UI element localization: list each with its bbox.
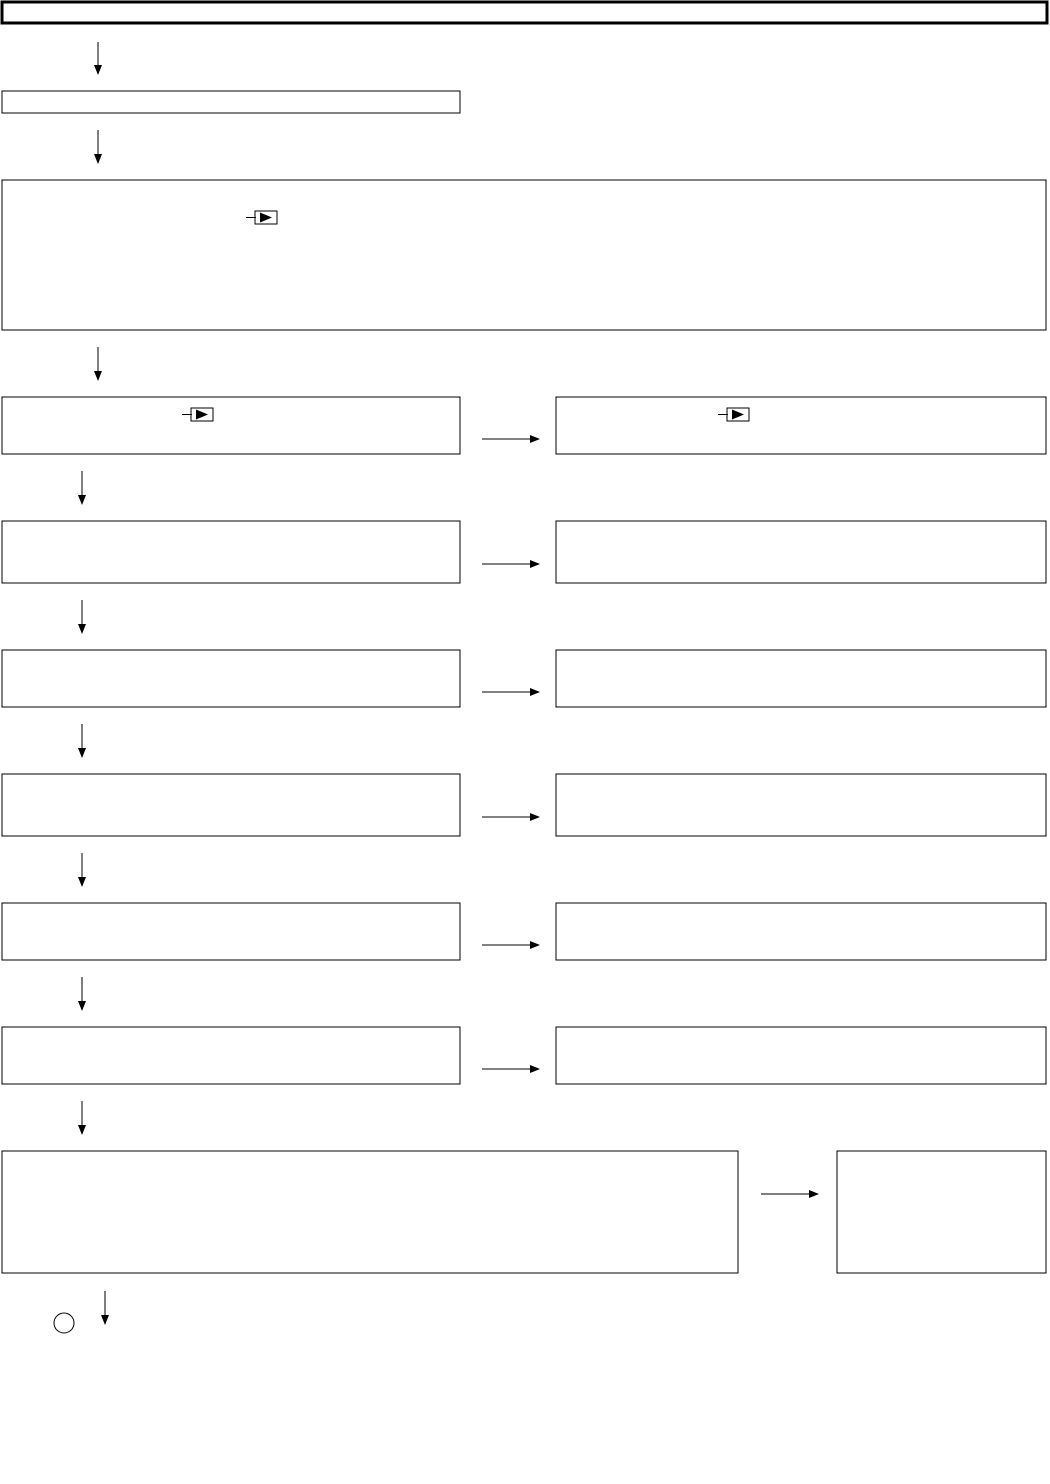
step-left-box (2, 774, 460, 836)
final-result-box (837, 1151, 1046, 1273)
step-right-box (556, 903, 1046, 960)
step-left-box (2, 521, 460, 583)
intro-box (2, 91, 460, 113)
step-right-box (556, 521, 1046, 583)
step-row (2, 774, 1046, 886)
header-box (2, 2, 1047, 23)
step-row (2, 521, 1046, 633)
step-right-box (556, 397, 1046, 454)
connector-circle (54, 1313, 74, 1333)
step-left-box (2, 397, 460, 454)
step-row (2, 650, 1046, 757)
step-row (2, 903, 1046, 1010)
main-box (2, 180, 1046, 330)
step-left-box (2, 903, 460, 960)
step-rows (2, 397, 1046, 1134)
step-row (2, 1027, 1046, 1134)
step-right-box (556, 1027, 1046, 1084)
step-right-box (556, 774, 1046, 836)
step-row (2, 397, 1046, 504)
step-right-box (556, 650, 1046, 707)
step-left-box (2, 1027, 460, 1084)
step-left-box (2, 650, 460, 707)
final-box (2, 1151, 738, 1273)
